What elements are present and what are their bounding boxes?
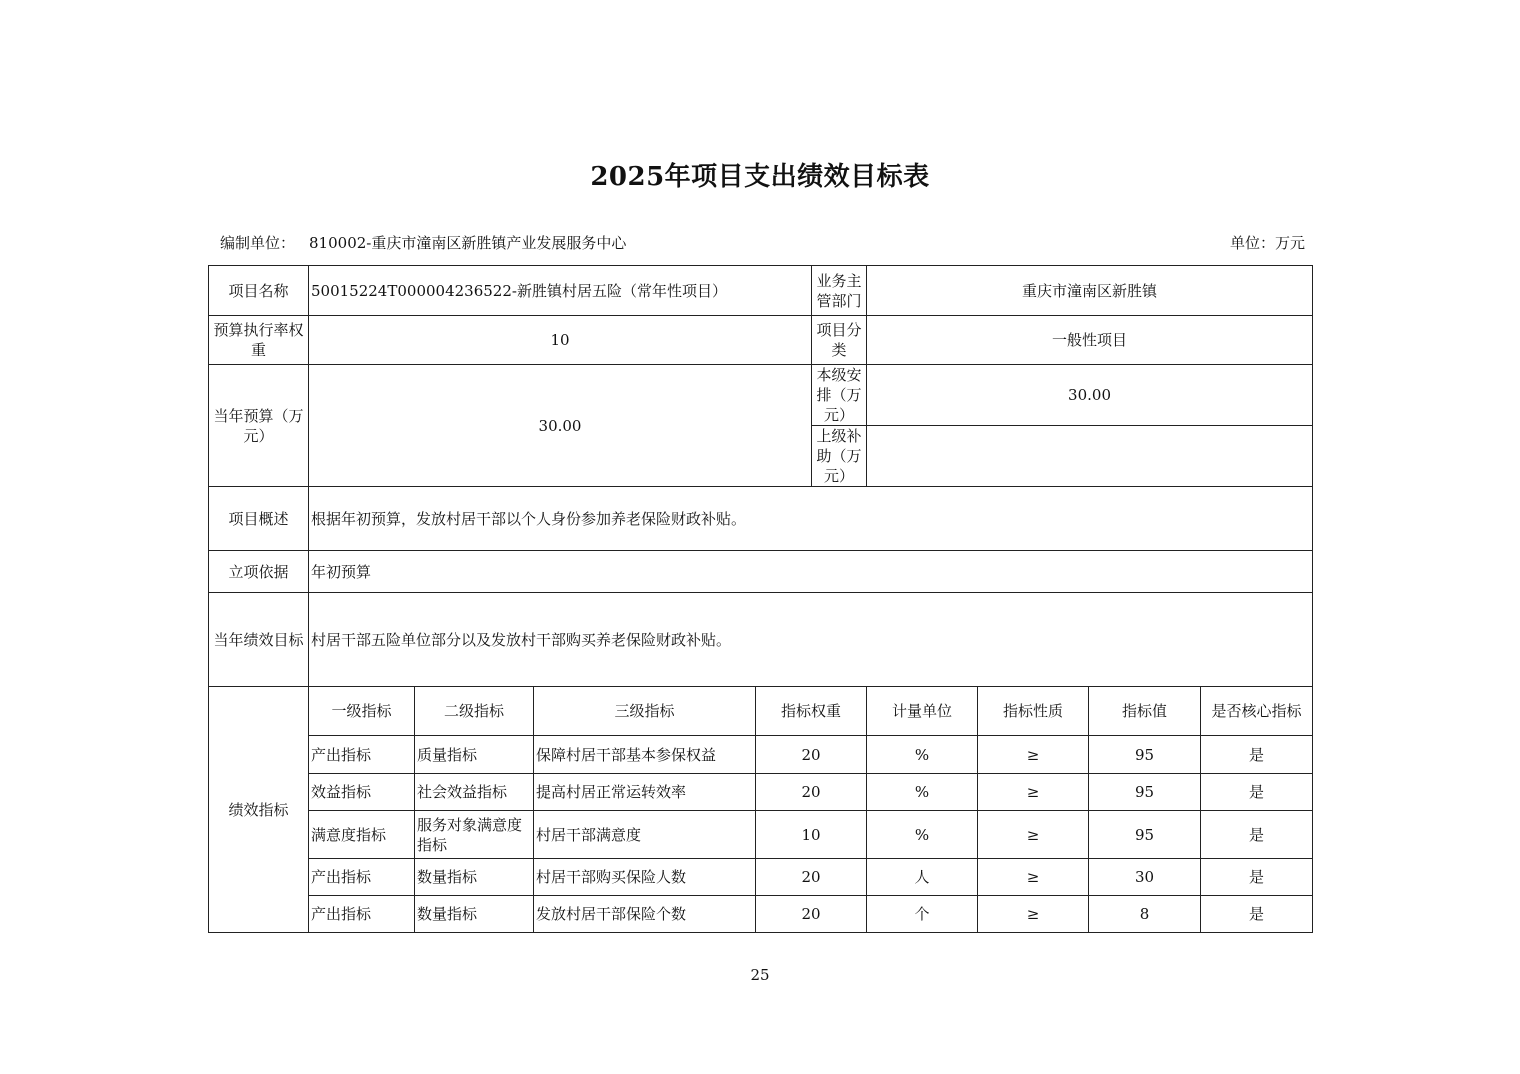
cell-level2: 质量指标 [415, 736, 534, 774]
cell-level1: 产出指标 [309, 859, 415, 896]
header-level2: 二级指标 [415, 687, 534, 736]
cell-core: 是 [1201, 859, 1313, 896]
page-number: 25 [750, 966, 770, 984]
cell-unit: 个 [867, 896, 978, 933]
cell-weight: 20 [756, 736, 867, 774]
org-label: 编制单位： [220, 234, 296, 252]
table-row [209, 736, 1313, 774]
cell-level3: 提高村居正常运转效率 [534, 774, 756, 811]
cell-level3: 发放村居干部保险个数 [534, 896, 756, 933]
basis-label: 立项依据 [209, 551, 309, 593]
cell-level1: 效益指标 [309, 774, 415, 811]
local-value: 30.00 [867, 365, 1313, 426]
performance-table [208, 265, 1313, 933]
row-weight [209, 316, 1313, 365]
cell-level2: 数量指标 [415, 896, 534, 933]
cell-nature: ≥ [978, 859, 1089, 896]
cell-level3: 村居干部购买保险人数 [534, 859, 756, 896]
row-budget-local [209, 365, 1313, 426]
cell-value: 95 [1089, 811, 1201, 859]
basis-value: 年初预算 [309, 551, 1313, 593]
cell-value: 30 [1089, 859, 1201, 896]
cell-nature: ≥ [978, 736, 1089, 774]
header-level3: 三级指标 [534, 687, 756, 736]
row-basis [209, 551, 1313, 593]
goal-value: 村居干部五险单位部分以及发放村干部购买养老保险财政补贴。 [309, 593, 1313, 687]
table-row [209, 896, 1313, 933]
upper-label: 上级补助（万元） [812, 426, 867, 487]
dept-value: 重庆市潼南区新胜镇 [867, 266, 1313, 316]
cell-weight: 20 [756, 896, 867, 933]
category-value: 一般性项目 [867, 316, 1313, 365]
unit-label: 单位：万元 [1230, 234, 1306, 252]
dept-label: 业务主管部门 [812, 266, 867, 316]
page-title: 2025年项目支出绩效目标表 [590, 162, 930, 192]
budget-label: 当年预算（万元） [209, 365, 309, 487]
cell-core: 是 [1201, 736, 1313, 774]
cell-value: 8 [1089, 896, 1201, 933]
row-project-name [209, 266, 1313, 316]
row-overview [209, 487, 1313, 551]
cell-core: 是 [1201, 896, 1313, 933]
cell-value: 95 [1089, 774, 1201, 811]
cell-level2: 服务对象满意度指标 [415, 811, 534, 859]
cell-nature: ≥ [978, 774, 1089, 811]
row-goal [209, 593, 1313, 687]
weight-value: 10 [309, 316, 812, 365]
overview-value: 根据年初预算，发放村居干部以个人身份参加养老保险财政补贴。 [309, 487, 1313, 551]
header-nature: 指标性质 [978, 687, 1089, 736]
header-unit: 计量单位 [867, 687, 978, 736]
cell-unit: 人 [867, 859, 978, 896]
cell-unit: % [867, 774, 978, 811]
goal-label: 当年绩效目标 [209, 593, 309, 687]
cell-level2: 社会效益指标 [415, 774, 534, 811]
budget-value: 30.00 [309, 365, 812, 487]
cell-level3: 村居干部满意度 [534, 811, 756, 859]
cell-core: 是 [1201, 811, 1313, 859]
project-name-label: 项目名称 [209, 266, 309, 316]
table-row [209, 811, 1313, 859]
category-label: 项目分类 [812, 316, 867, 365]
header-level1: 一级指标 [309, 687, 415, 736]
table-row [209, 774, 1313, 811]
upper-value [867, 426, 1313, 487]
cell-level2: 数量指标 [415, 859, 534, 896]
cell-weight: 20 [756, 774, 867, 811]
cell-unit: % [867, 736, 978, 774]
cell-nature: ≥ [978, 896, 1089, 933]
org-value: 810002-重庆市潼南区新胜镇产业发展服务中心 [309, 234, 627, 252]
header-core: 是否核心指标 [1201, 687, 1313, 736]
cell-weight: 20 [756, 859, 867, 896]
weight-label: 预算执行率权重 [209, 316, 309, 365]
overview-label: 项目概述 [209, 487, 309, 551]
cell-core: 是 [1201, 774, 1313, 811]
table-row [209, 859, 1313, 896]
cell-nature: ≥ [978, 811, 1089, 859]
cell-level1: 满意度指标 [309, 811, 415, 859]
cell-weight: 10 [756, 811, 867, 859]
header-value: 指标值 [1089, 687, 1201, 736]
cell-value: 95 [1089, 736, 1201, 774]
cell-unit: % [867, 811, 978, 859]
cell-level1: 产出指标 [309, 736, 415, 774]
header-weight: 指标权重 [756, 687, 867, 736]
cell-level3: 保障村居干部基本参保权益 [534, 736, 756, 774]
indicator-section-label: 绩效指标 [209, 687, 309, 933]
project-name-value: 50015224T000004236522-新胜镇村居五险（常年性项目） [309, 266, 812, 316]
local-label: 本级安排（万元） [812, 365, 867, 426]
indicator-header-row [209, 687, 1313, 736]
cell-level1: 产出指标 [309, 896, 415, 933]
org-line [220, 232, 640, 253]
